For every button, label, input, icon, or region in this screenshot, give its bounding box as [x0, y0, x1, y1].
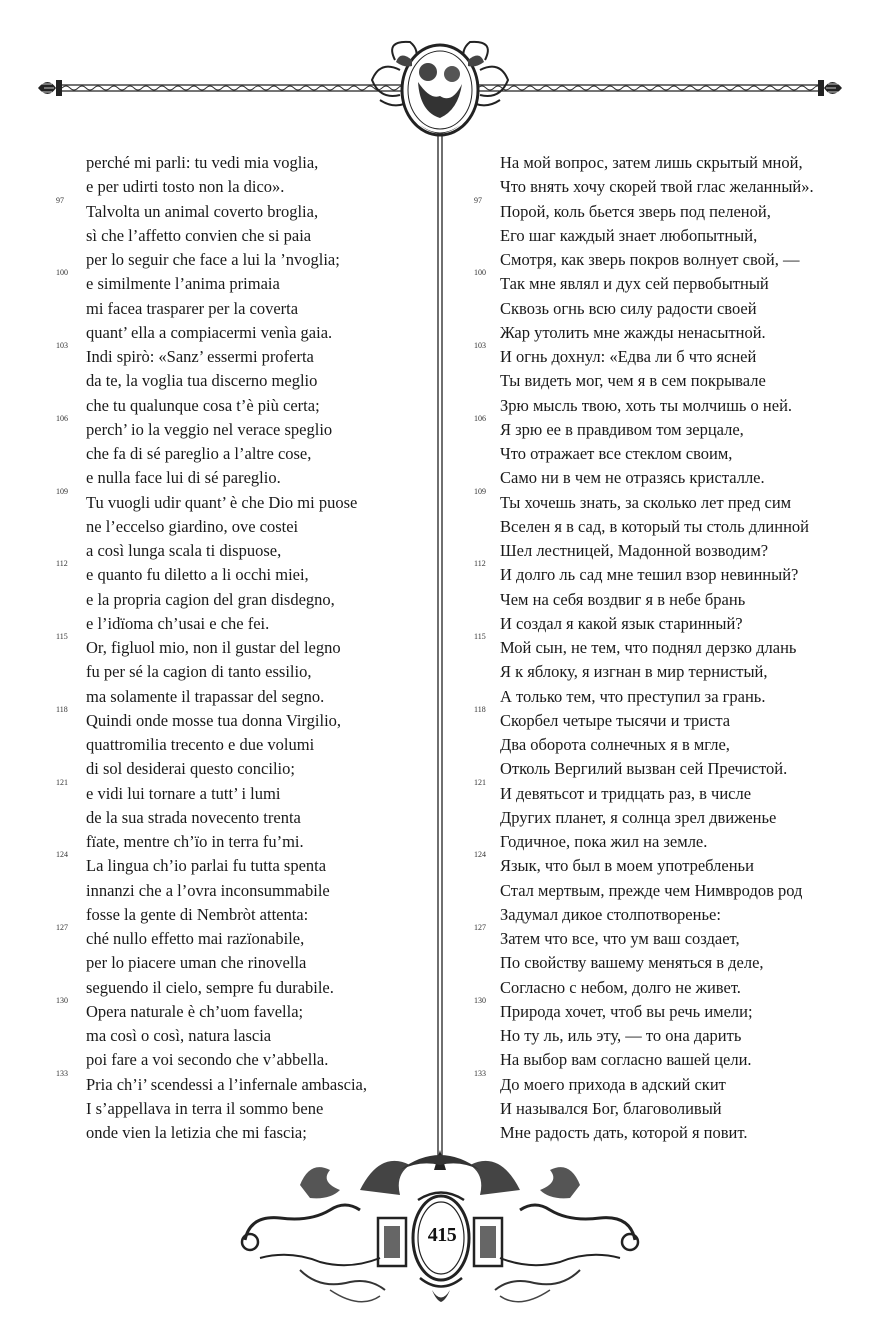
verse-text: Что отражает все стеклом своим, [500, 444, 733, 463]
verse-text: mi facea trasparer per la coverta [86, 298, 299, 318]
russian-verse-line [474, 903, 814, 927]
verse-text: I s’appellava in terra il sommo bene [86, 1098, 324, 1118]
verse-text: До моего прихода в адский скит [500, 1074, 726, 1094]
verse-text: Or, figluol mio, non il gustar del legno [86, 638, 341, 657]
russian-verse-line [474, 612, 814, 636]
verse-number: 100 [56, 268, 68, 278]
russian-verse-line [474, 559, 814, 587]
verse-number: 106 [56, 413, 68, 423]
verse-text: e la propria cagion del gran disdegno, [86, 589, 335, 609]
russian-verse-line [474, 268, 814, 296]
russian-verse-line [474, 341, 814, 369]
verse-text: Что внять хочу скорей твой глас желанный». [500, 177, 814, 197]
verse-number: 115 [474, 632, 486, 641]
verse-number: 103 [474, 341, 486, 350]
italian-verse-line [56, 850, 428, 878]
verse-text: quattromilia trecento e due volumi [86, 735, 315, 754]
italian-verse-line [56, 1048, 428, 1072]
verse-text: e quanto fu diletto a li occhi miei, [86, 565, 309, 585]
verse-text: e per udirti tosto non la dico». [86, 177, 285, 197]
russian-verse-line [474, 1024, 814, 1048]
verse-text: Жар утолить мне жажды ненасытной. [500, 322, 766, 342]
italian-verse-line [56, 777, 428, 806]
verse-number: 130 [56, 995, 68, 1005]
verse-text: Язык, что был в моем употребленьи [500, 856, 754, 876]
verse-text: Стал мертвым, прежде чем Нимвродов род [500, 880, 803, 900]
verse-text: Мне радость дать, которой я повит. [500, 1123, 748, 1142]
verse-text: Годичное, пока жил на земле. [500, 832, 708, 851]
verse-text: a così lunga scala ti dispuose, [86, 541, 282, 560]
italian-verse-line [56, 413, 428, 442]
verse-text: Ты видеть мог, чем я в сем покрывале [500, 371, 766, 391]
russian-verse-line [474, 704, 814, 733]
verse-text: perché mi parli: tu vedi mia voglia, [86, 153, 319, 172]
italian-verse-line [56, 559, 428, 587]
italian-verse-line [56, 466, 428, 490]
verse-number: 118 [474, 704, 486, 714]
verse-number: 127 [474, 923, 486, 932]
italian-verse-line [56, 976, 428, 1000]
verse-text: quant’ ella a compiacermi venìa gaia. [86, 322, 333, 342]
verse-text: ne l’eccelso giardino, ove costei [86, 516, 299, 536]
verse-number: 97 [56, 195, 64, 205]
verse-number: 109 [474, 486, 486, 496]
verse-text: И долго ль сад мне тешил взор невинный? [500, 565, 799, 585]
verse-text: Сквозь огнь всю силу радости своей [500, 298, 757, 318]
russian-verse-line [474, 466, 814, 490]
verse-text: На выбор вам согласно вашей цели. [500, 1050, 752, 1070]
russian-verse-line [474, 830, 814, 854]
verse-text: Я зрю ее в правдивом том зерцале, [500, 419, 744, 439]
russian-verse-line [474, 369, 814, 393]
verse-number: 103 [56, 341, 68, 350]
verse-text: Смотря, как зверь покров волнует свой, — [500, 250, 800, 269]
verse-text: seguendo il cielo, sempre fu durabile. [86, 977, 334, 997]
verse-number: 121 [56, 777, 68, 787]
verse-text: e similmente l’anima primaia [86, 274, 280, 294]
verse-text: sì che l’affetto convien che si paia [86, 225, 312, 245]
russian-verse-line [474, 757, 814, 781]
verse-number: 109 [56, 486, 68, 496]
italian-verse-line [56, 612, 428, 636]
italian-verse-line [56, 830, 428, 854]
italian-verse-line [56, 757, 428, 781]
verse-text: Само ни в чем не отразясь кристалле. [500, 468, 765, 488]
verse-text: И девятьсот и тридцать раз, в числе [500, 783, 752, 803]
italian-verse-line [56, 539, 428, 563]
russian-verse-line [474, 515, 814, 539]
verse-text: Затем что все, что ум ваш создает, [500, 929, 740, 948]
verse-text: Отколь Вергилий вызван сей Пречистой. [500, 759, 788, 779]
verse-text: fosse la gente di Nembròt attenta: [86, 904, 309, 924]
verse-text: Opera naturale è ch’uom favella; [86, 1001, 304, 1021]
italian-verse-line [56, 321, 428, 345]
verse-text: da te, la voglia tua discerno meglio [86, 371, 318, 391]
verse-number: 112 [56, 559, 68, 569]
verse-text: ma così o così, natura lascia [86, 1026, 272, 1045]
russian-verse-line [474, 777, 814, 806]
verse-text: Quindi onde mosse tua donna Virgilio, [86, 710, 342, 730]
verse-text: Два оборота солнечных я в мгле, [500, 735, 730, 754]
italian-verse-line [56, 394, 428, 418]
verse-text: de la sua strada novecento trenta [86, 807, 301, 827]
verse-number: 112 [474, 559, 486, 569]
italian-verse-line [56, 515, 428, 539]
italian-verse-line [56, 733, 428, 757]
italian-verse-line [56, 224, 428, 248]
verse-text: Зрю мысль твою, хоть ты молчишь о ней. [500, 395, 793, 415]
verse-number: 106 [474, 413, 486, 423]
verse-text: innanzi che a l’ovra inconsummabile [86, 880, 330, 900]
verse-text: di sol desiderai questo concilio; [86, 759, 295, 779]
verse-text: e nulla face lui di sé pareglio. [86, 468, 281, 488]
verse-number: 100 [474, 268, 486, 278]
verse-number: 115 [56, 632, 68, 641]
verse-text: Tu vuogli udir quant’ è che Dio mi puose [86, 492, 358, 512]
russian-verse-line [474, 951, 814, 975]
italian-verse-line [56, 1121, 428, 1145]
verse-text: И создал я какой язык старинный? [500, 613, 743, 633]
verse-text: Я к яблоку, я изгнан в мир тернистый, [500, 662, 768, 682]
verse-text: Talvolta un animal coverto broglia, [86, 201, 319, 221]
russian-verse-line [474, 195, 814, 224]
verse-text: Indi spirò: «Sanz’ essermi proferta [86, 347, 314, 366]
verse-number: 127 [56, 923, 68, 932]
russian-verse-line [474, 850, 814, 878]
russian-verse-line [474, 442, 814, 466]
verse-text: che tu qualunque cosa t’è più certa; [86, 395, 320, 415]
italian-text-column [56, 151, 428, 1145]
verse-text: Согласно с небом, долго не живет. [500, 977, 741, 997]
russian-verse-line [474, 1048, 814, 1072]
russian-verse-line [474, 806, 814, 830]
italian-verse-line [56, 1024, 428, 1048]
italian-verse-line [56, 297, 428, 321]
russian-verse-line [474, 1121, 814, 1145]
russian-verse-line [474, 588, 814, 612]
russian-verse-line [474, 976, 814, 1000]
italian-verse-line [56, 632, 428, 660]
russian-verse-line [474, 660, 814, 684]
page-number: 415 [427, 1224, 457, 1246]
italian-verse-line [56, 903, 428, 927]
column-divider-ornament [434, 135, 446, 1170]
russian-verse-line [474, 995, 814, 1024]
russian-verse-line [474, 321, 814, 345]
russian-verse-line [474, 175, 814, 199]
italian-verse-line [56, 951, 428, 975]
italian-verse-line [56, 704, 428, 733]
verse-text: per lo seguir che face a lui la ’nvoglia; [86, 250, 340, 269]
verse-number: 133 [56, 1068, 68, 1078]
italian-verse-line [56, 879, 428, 903]
italian-verse-line [56, 685, 428, 709]
verse-text: Его шаг каждый знает любопытный, [500, 225, 758, 245]
verse-text: По свойству вашему меняться в деле, [500, 953, 764, 973]
verse-text: Так мне являл и дух сей первобытный [500, 274, 769, 294]
italian-verse-line [56, 588, 428, 612]
russian-verse-line [474, 1068, 814, 1097]
verse-text: И назывался Бог, благоволивый [500, 1098, 722, 1118]
verse-text: ma solamente il trapassar del segno. [86, 686, 325, 706]
italian-verse-line [56, 195, 428, 224]
verse-number: 133 [474, 1068, 486, 1078]
italian-verse-line [56, 1068, 428, 1097]
russian-verse-line [474, 394, 814, 418]
russian-verse-line [474, 632, 814, 660]
verse-number: 124 [474, 850, 486, 860]
italian-verse-line [56, 341, 428, 369]
verse-text: e vidi lui tornare a tutt’ i lumi [86, 783, 281, 803]
verse-text: Чем на себя воздвиг я в небе брань [500, 589, 746, 609]
verse-text: Задумал дикое столпотворенье: [500, 904, 721, 924]
italian-verse-line [56, 660, 428, 684]
russian-verse-line [474, 923, 814, 951]
verse-text: onde vien la letizia che mi fascia; [86, 1123, 307, 1142]
verse-text: Pria ch’i’ scendessi a l’infernale ambascia, [86, 1074, 367, 1094]
italian-verse-line [56, 248, 428, 272]
verse-text: Ты хочешь знать, за сколько лет пред сим [500, 492, 792, 512]
verse-text: che fa di sé pareglio a l’altre cose, [86, 444, 312, 463]
russian-verse-line [474, 224, 814, 248]
italian-verse-line [56, 268, 428, 296]
verse-text: Мой сын, не тем, что поднял дерзко длань [500, 638, 797, 657]
italian-verse-line [56, 806, 428, 830]
italian-verse-line [56, 995, 428, 1024]
verse-text: fïate, mentre ch’ïo in terra fu’mi. [86, 832, 304, 851]
verse-text: Вселен я в сад, в который ты столь длинной [500, 516, 810, 536]
verse-number: 130 [474, 995, 486, 1005]
verse-text: Природа хочет, чтоб вы речь имели; [500, 1001, 753, 1021]
verse-text: На мой вопрос, затем лишь скрытый мной, [500, 153, 803, 172]
russian-verse-line [474, 1097, 814, 1121]
russian-verse-line [474, 248, 814, 272]
italian-verse-line [56, 151, 428, 175]
italian-verse-line [56, 369, 428, 393]
verse-text: e l’idïoma ch’usai e che fei. [86, 613, 270, 633]
russian-verse-line [474, 733, 814, 757]
verse-text: А только тем, что преступил за грань. [500, 686, 766, 706]
verse-text: per lo piacere uman che rinovella [86, 953, 307, 973]
russian-verse-line [474, 879, 814, 903]
russian-verse-line [474, 413, 814, 442]
verse-text: Других планет, я солнца зрел движенье [500, 807, 777, 827]
cherub-cartouche-ornament [372, 42, 508, 135]
verse-text: Скорбел четыре тысячи и триста [500, 710, 731, 730]
verse-text: perch’ io la veggio nel verace speglio [86, 419, 333, 439]
russian-verse-line [474, 685, 814, 709]
russian-verse-line [474, 151, 814, 175]
verse-text: ché nullo effetto mai razïonabile, [86, 929, 305, 948]
italian-verse-line [56, 486, 428, 515]
verse-number: 124 [56, 850, 68, 860]
verse-text: poi fare a voi secondo che v’abbella. [86, 1050, 329, 1070]
verse-number: 118 [56, 704, 68, 714]
russian-text-column [474, 151, 814, 1145]
italian-verse-line [56, 175, 428, 199]
italian-verse-line [56, 1097, 428, 1121]
verse-text: Но ту ль, иль эту, — то она дарить [500, 1026, 742, 1045]
verse-number: 97 [474, 195, 482, 205]
verse-text: La lingua ch’io parlai fu tutta spenta [86, 856, 327, 876]
russian-verse-line [474, 539, 814, 563]
verse-text: Шел лестницей, Мадонной возводим? [500, 541, 769, 560]
italian-verse-line [56, 442, 428, 466]
verse-number: 121 [474, 777, 486, 787]
verse-text: Порой, коль бьется зверь под пеленой, [500, 201, 771, 221]
russian-verse-line [474, 297, 814, 321]
russian-verse-line [474, 486, 814, 515]
italian-verse-line [56, 923, 428, 951]
verse-text: И огнь дохнул: «Едва ли б что ясней [500, 347, 757, 366]
verse-text: fu per sé la cagion di tanto essilio, [86, 662, 312, 682]
